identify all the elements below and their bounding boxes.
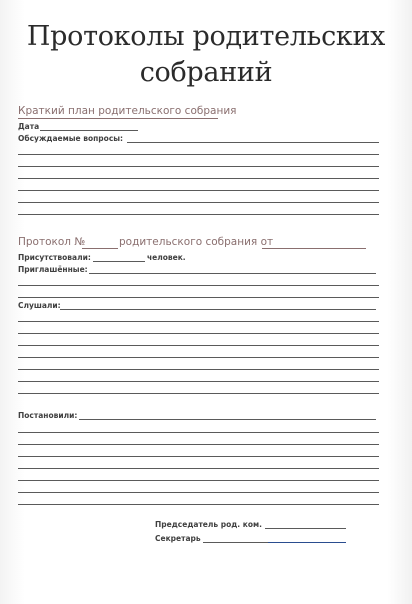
invited-line[interactable]: [18, 297, 379, 298]
heard-field-line[interactable]: [60, 309, 376, 310]
heard-line[interactable]: [18, 321, 379, 322]
heard-line[interactable]: [18, 369, 379, 370]
heard-line[interactable]: [18, 381, 379, 382]
questions-line[interactable]: [18, 202, 379, 203]
questions-line[interactable]: [18, 154, 379, 155]
present-count-line[interactable]: [93, 261, 145, 262]
invited-line[interactable]: [18, 285, 379, 286]
resolved-line[interactable]: [18, 444, 379, 445]
questions-line[interactable]: [18, 214, 379, 215]
questions-label: Обсуждаемые вопросы:: [18, 134, 124, 143]
resolved-line[interactable]: [18, 432, 379, 433]
present-label: Присутствовали:: [18, 253, 91, 262]
protocol-date-line[interactable]: [262, 248, 366, 249]
chairman-label: Председатель род. ком.: [155, 520, 262, 529]
plan-heading: Краткий план родительского собрания: [18, 105, 237, 117]
questions-line[interactable]: [18, 166, 379, 167]
plan-heading-underline: [18, 118, 218, 119]
resolved-line[interactable]: [18, 480, 379, 481]
protocol-number-label: Протокол №: [18, 236, 86, 248]
protocol-meeting-label: родительского собрания от: [119, 236, 274, 248]
questions-line[interactable]: [18, 178, 379, 179]
resolved-line[interactable]: [18, 468, 379, 469]
resolved-line[interactable]: [18, 504, 379, 505]
resolved-line[interactable]: [18, 492, 379, 493]
secretary-label: Секретарь: [155, 534, 201, 543]
date-label: Дата: [18, 122, 40, 131]
questions-field-line[interactable]: [127, 142, 379, 143]
heard-line[interactable]: [18, 333, 379, 334]
chairman-signature-line[interactable]: [265, 528, 346, 529]
date-field-line[interactable]: [40, 130, 138, 131]
resolved-field-line[interactable]: [79, 419, 376, 420]
heard-label: Слушали:: [18, 301, 61, 310]
heard-line[interactable]: [18, 393, 379, 394]
secretary-signature-line[interactable]: [203, 542, 268, 543]
invited-label: Приглашённые:: [18, 265, 88, 274]
resolved-label: Постановили:: [18, 411, 78, 420]
protocol-number-line[interactable]: [82, 248, 118, 249]
secretary-signature-line-blue[interactable]: [268, 542, 346, 543]
heard-line[interactable]: [18, 357, 379, 358]
resolved-line[interactable]: [18, 456, 379, 457]
page-title-line1: Протоколы родительских: [26, 21, 386, 52]
heard-line[interactable]: [18, 345, 379, 346]
page-title-line2: собраний: [139, 57, 273, 88]
questions-line[interactable]: [18, 190, 379, 191]
people-label: человек.: [147, 253, 186, 262]
invited-field-line[interactable]: [89, 273, 376, 274]
